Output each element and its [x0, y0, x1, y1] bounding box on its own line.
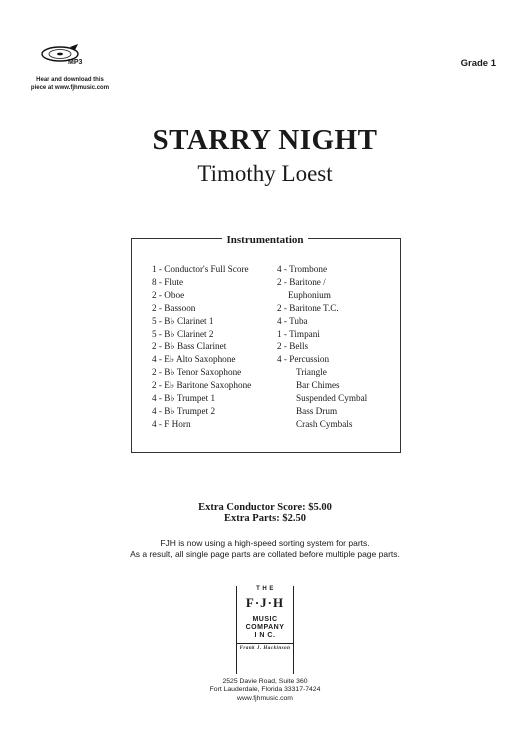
instrumentation-column-1 — [152, 263, 272, 431]
percussion-item: Bar Chimes — [296, 380, 340, 391]
logo-the: T H E — [256, 586, 274, 592]
piece-title: STARRY NIGHT — [152, 124, 378, 156]
website-link[interactable]: www.fjhmusic.com — [237, 694, 293, 702]
instrument-item: 4 - Tuba — [277, 315, 308, 326]
instrument-item: 2 - Bells — [277, 341, 309, 352]
instrument-item: 5 - B♭ Clarinet 1 — [152, 315, 214, 326]
mp3-note-line2: piece at www.fjhmusic.com — [30, 85, 110, 91]
instrument-item: 8 - Flute — [152, 276, 184, 287]
instrument-item: 4 - Percussion — [277, 354, 330, 365]
instrument-item: 4 - B♭ Trumpet 1 — [152, 393, 216, 404]
extra-conductor-price: Extra Conductor Score: $5.00 — [198, 502, 332, 513]
instrument-item: 2 - Baritone / — [277, 276, 326, 287]
extra-parts-price: Extra Parts: $2.50 — [224, 513, 306, 524]
instrument-item: 4 - B♭ Trumpet 2 — [152, 405, 216, 416]
logo-company: COMPANY — [245, 624, 285, 631]
instrument-item: 2 - E♭ Baritone Saxophone — [152, 380, 252, 391]
mp3-note-line1: Hear and download this — [36, 77, 104, 83]
address-line1: 2525 Davie Road, Suite 360 — [222, 678, 308, 685]
logo-fjh: F·J·H — [245, 595, 285, 610]
instrument-item: 2 - Bassoon — [152, 302, 196, 313]
instrument-item: 1 - Timpani — [277, 328, 320, 339]
percussion-item: Bass Drum — [296, 405, 338, 416]
publisher-logo — [236, 586, 294, 674]
percussion-item: Crash Cymbals — [296, 418, 353, 429]
instrumentation-heading-wrap — [0, 230, 530, 248]
logo-music: MUSIC — [252, 616, 278, 623]
logo-inc: I N C. — [254, 632, 276, 639]
mp3-download-note[interactable] — [22, 76, 118, 92]
instrument-item: 1 - Conductor's Full Score — [152, 264, 249, 274]
sorting-note-line2: As a result, all single page parts are collated before multiple page parts. — [130, 549, 400, 559]
price-block — [0, 502, 530, 524]
instrumentation-heading: Instrumentation — [222, 234, 307, 246]
instrument-item: 5 - B♭ Clarinet 2 — [152, 328, 214, 339]
instrumentation-column-2 — [277, 263, 397, 431]
instrument-item: 4 - F Horn — [152, 418, 191, 429]
instrument-item: 2 - Baritone T.C. — [277, 302, 339, 313]
instrument-item: 2 - Oboe — [152, 289, 185, 300]
sorting-note — [0, 538, 530, 560]
logo-signature: Frank J. Hackinson — [237, 643, 293, 653]
mp3-label: MP3 — [68, 59, 83, 66]
sorting-note-line1: FJH is now using a high-speed sorting system for parts. — [160, 538, 370, 548]
percussion-item: Triangle — [296, 367, 327, 378]
grade-label: Grade 1 — [460, 58, 496, 69]
percussion-item: Suspended Cymbal — [296, 393, 368, 404]
composer-name: Timothy Loest — [197, 161, 333, 186]
instrument-item-continuation: Euphonium — [288, 289, 331, 300]
instrument-item: 4 - Trombone — [277, 264, 328, 274]
address-line2: Fort Lauderdale, Florida 33317-7424 — [209, 686, 321, 694]
mp3-badge[interactable] — [22, 42, 118, 92]
instrument-item: 4 - E♭ Alto Saxophone — [152, 354, 236, 365]
instrument-item: 2 - B♭ Bass Clarinet — [152, 341, 227, 352]
instrument-item: 2 - B♭ Tenor Saxophone — [152, 367, 242, 378]
publisher-address — [0, 678, 530, 703]
